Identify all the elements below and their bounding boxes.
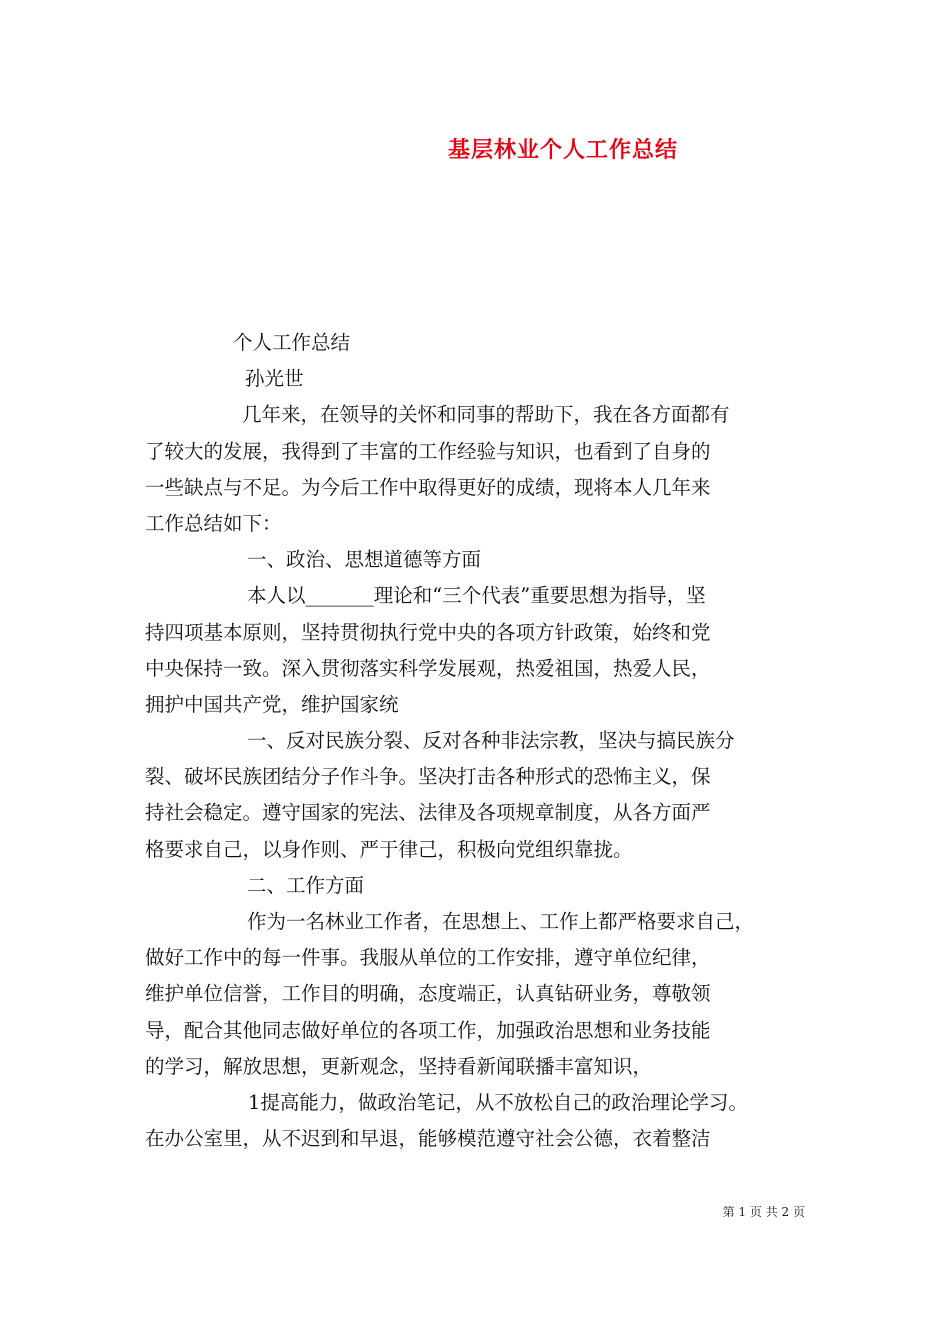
paragraph-line: 拥护中国共产党，维护国家统 [145,692,399,716]
paragraph-line: 中央保持一致。深入贯彻落实科学发展观，热爱祖国，热爱人民， [145,656,711,680]
document-title: 基层林业个人工作总结 [448,137,679,163]
document-body [145,325,815,1157]
paragraph-line: 裂、破坏民族团结分子作斗争。坚决打击各种形式的恐怖主义，保 [145,765,711,789]
section-heading: 二、工作方面 [247,873,365,897]
paragraph-line: 1提高能力，做政治笔记，从不放松自己的政治理论学习。 [248,1090,748,1114]
paragraph-line: 在办公室里，从不迟到和早退，能够模范遵守社会公德，衣着整洁 [145,1127,711,1151]
author-name: 孙光世 [245,367,304,391]
paragraph-line: 做好工作中的每一件事。我服从单位的工作安排，遵守单位纪律， [145,946,711,970]
paragraph-line: 工作总结如下： [145,511,282,535]
paragraph-line: 维护单位信誉，工作目的明确，态度端正，认真钻研业务，尊敬领 [145,982,711,1006]
page-indicator: 第 1 页 共 2 页 [722,1205,805,1219]
paragraph-line: 一些缺点与不足。为今后工作中取得更好的成绩，现将本人几年来 [145,475,711,499]
paragraph-line: 一、反对民族分裂、反对各种非法宗教，坚决与搞民族分 [247,729,735,753]
paragraph-line: 了较大的发展，我得到了丰富的工作经验与知识，也看到了自身的 [145,439,711,463]
paragraph-line: 的学习，解放思想，更新观念，坚持看新闻联播丰富知识， [145,1054,653,1078]
paragraph-line: 本人以_______理论和“三个代表”重要思想为指导，坚 [247,584,706,608]
paragraph-line: 作为一名林业工作者，在思想上、工作上都严格要求自己， [247,910,755,933]
paragraph-line: 格要求自己，以身作则、严于律己，积极向党组织靠拢。 [145,837,633,861]
paragraph-line: 几年来，在领导的关怀和同事的帮助下，我在各方面都有 [242,403,730,427]
paragraph-line: 持社会稳定。遵守国家的宪法、法律及各项规章制度，从各方面严 [145,801,711,825]
paragraph-line: 导，配合其他同志做好单位的各项工作，加强政治思想和业务技能 [145,1018,711,1042]
section-heading: 个人工作总结 [233,331,351,354]
section-heading: 一、政治、思想道德等方面 [247,548,482,572]
paragraph-line: 持四项基本原则，坚持贯彻执行党中央的各项方针政策，始终和党 [145,620,711,644]
